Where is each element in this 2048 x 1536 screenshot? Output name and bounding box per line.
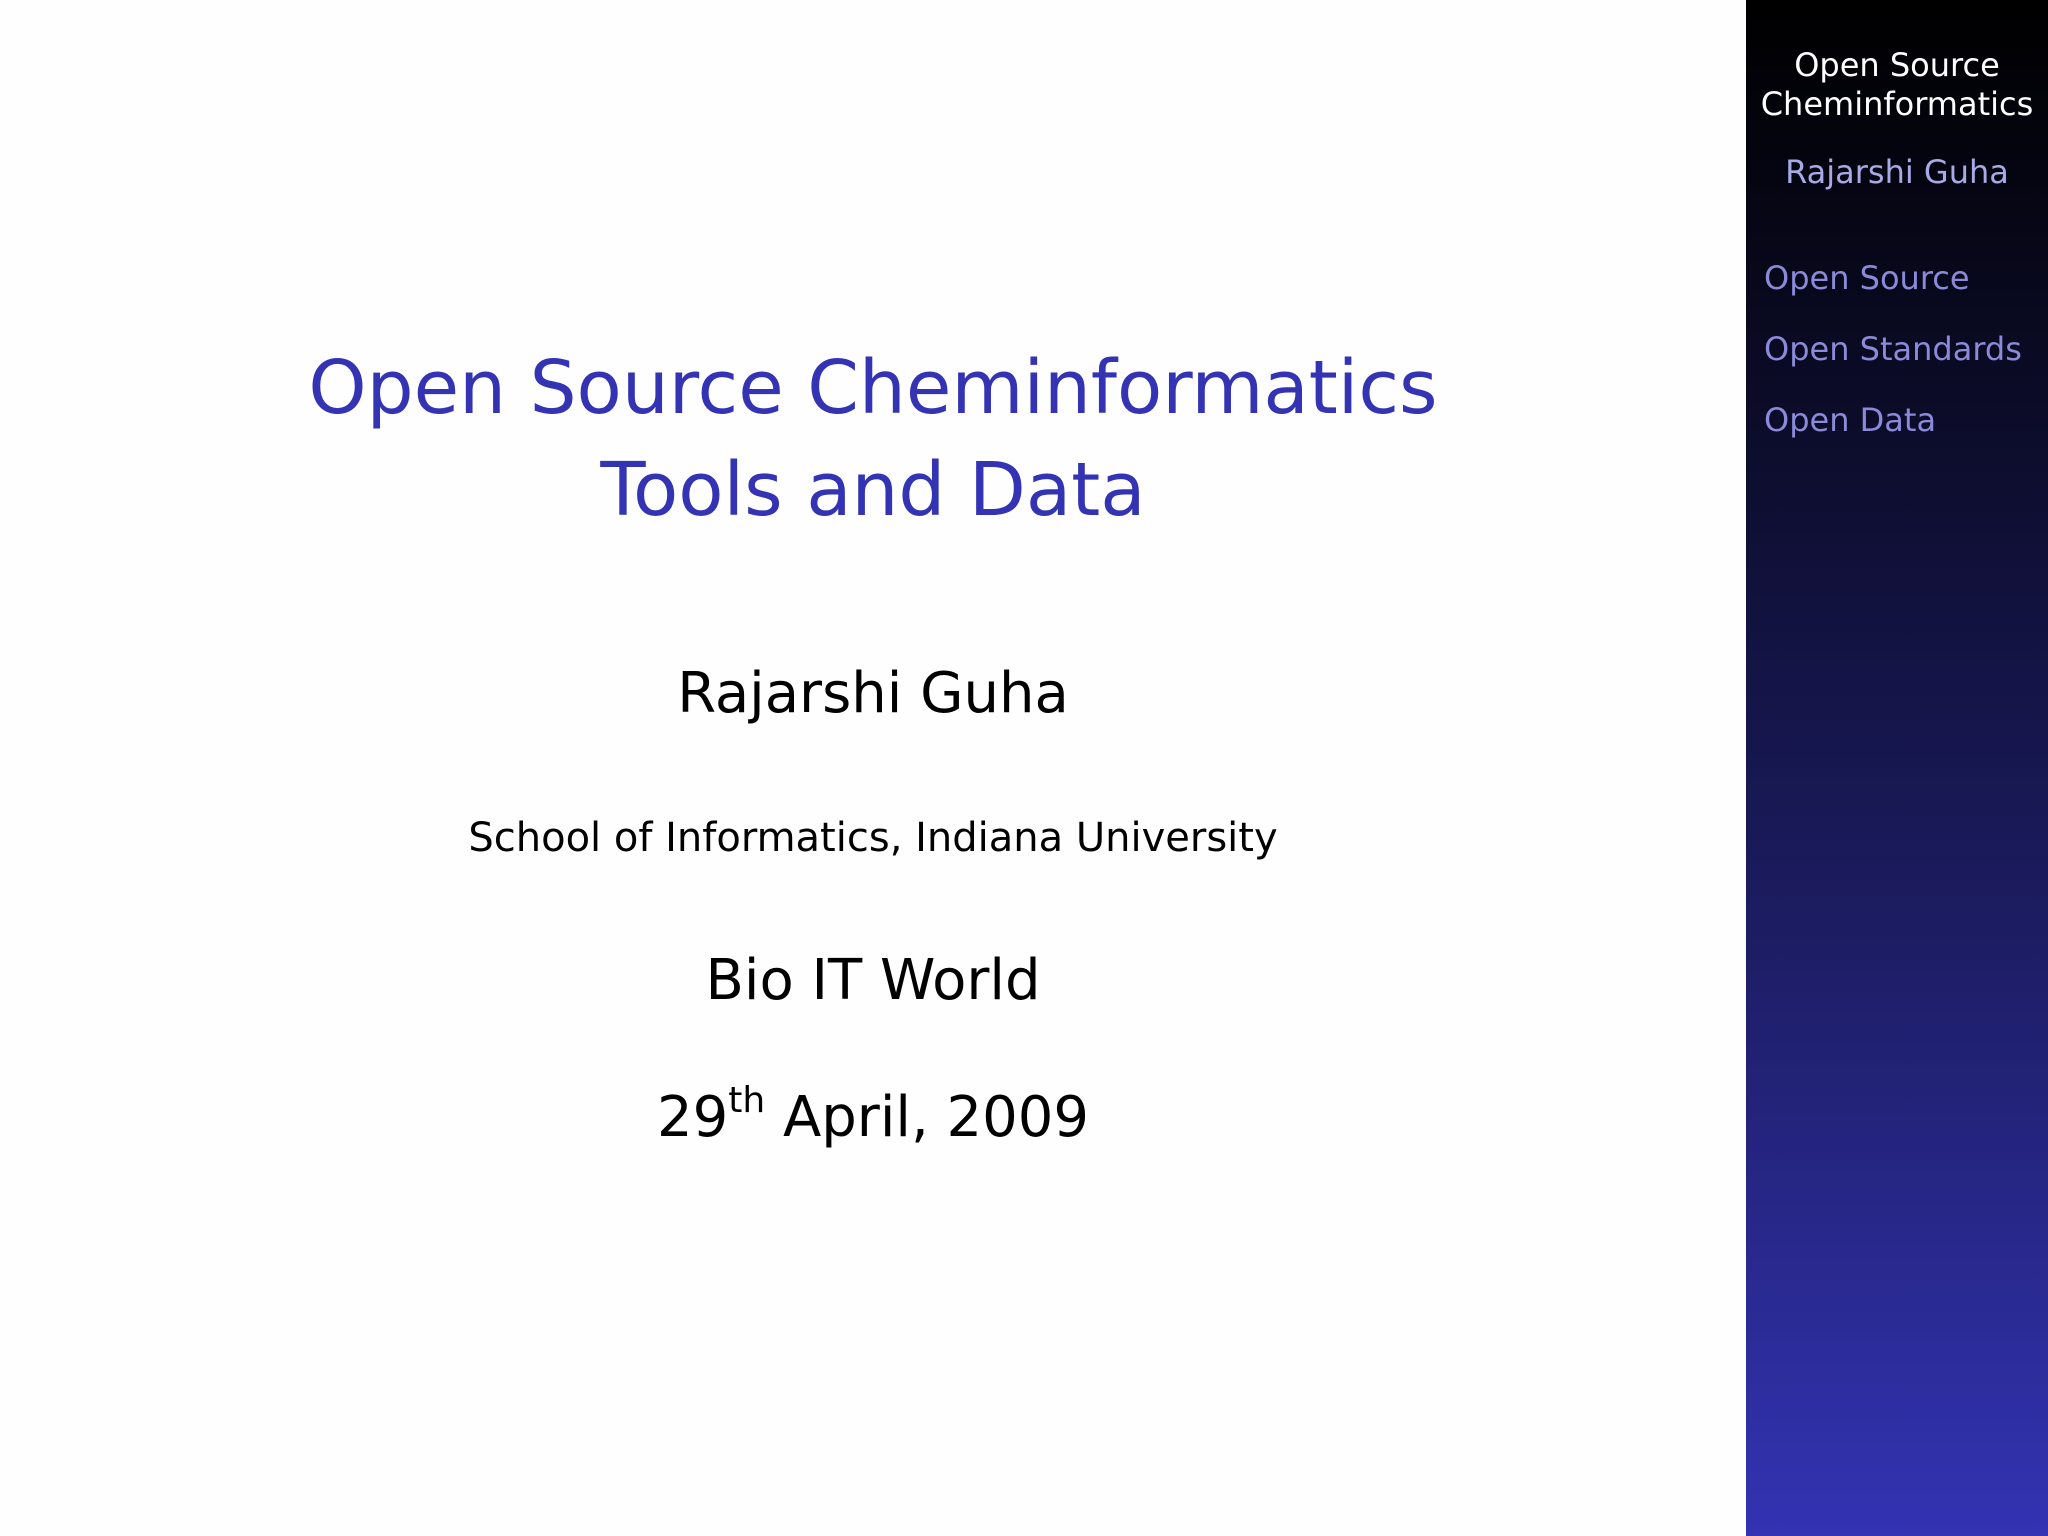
slide-title [0,337,1746,541]
sidebar-item-open-standards[interactable]: Open Standards [1764,330,2022,368]
sidebar-author[interactable]: Rajarshi Guha [1785,153,2009,191]
institution: School of Informatics, Indiana University [468,815,1278,861]
sidebar-title-line-2: Cheminformatics [1760,85,2034,123]
date-ordinal-suffix: th [728,1080,766,1121]
sidebar [1746,0,2048,1536]
sidebar-nav [1764,258,2044,471]
date-day: 29 [656,1085,729,1150]
sidebar-title[interactable] [1746,46,2048,124]
sidebar-item-open-source[interactable]: Open Source [1764,259,1970,297]
slide-title-line-1: Open Source Cheminformatics [308,345,1438,431]
presentation-date [0,1082,1746,1154]
slide-title-line-2: Tools and Data [600,447,1146,533]
sidebar-item-open-data[interactable]: Open Data [1764,401,1937,439]
author-name: Rajarshi Guha [677,661,1069,726]
sidebar-title-line-1: Open Source [1794,46,2000,84]
event-name: Bio IT World [705,948,1041,1013]
date-month-year: April, 2009 [765,1085,1090,1150]
